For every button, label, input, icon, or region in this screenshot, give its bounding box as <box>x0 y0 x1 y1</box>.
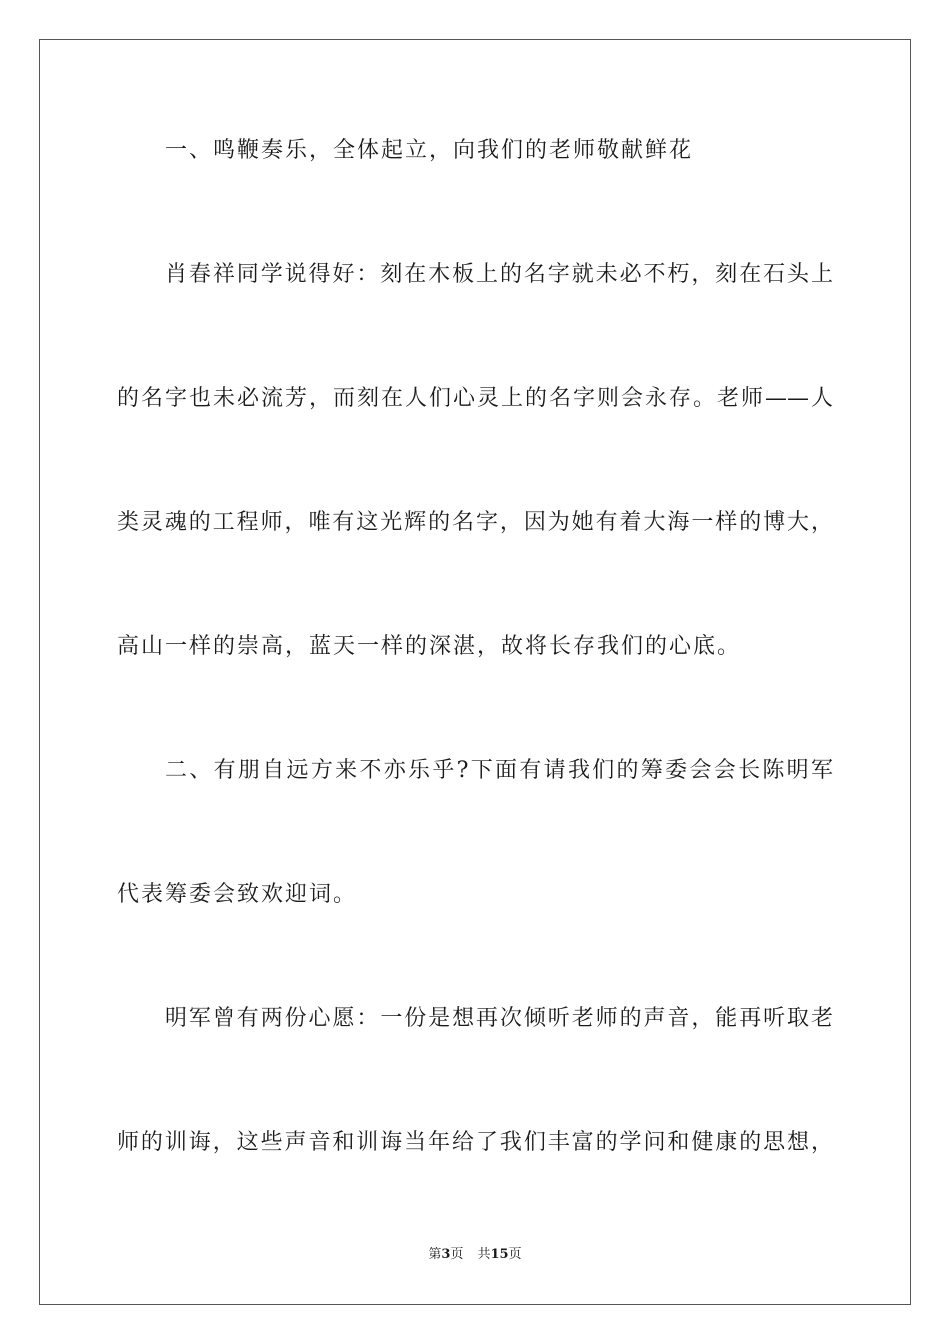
paragraph-line-9: 师的训诲，这些声音和训诲当年给了我们丰富的学问和健康的思想， <box>117 1130 833 1155</box>
paragraph-line-1: 一、鸣鞭奏乐，全体起立，向我们的老师敬献鲜花 <box>165 138 694 163</box>
page-total-prefix: 共 <box>477 1247 491 1262</box>
page-total-suffix: 页 <box>508 1247 522 1262</box>
page-number-prefix: 第 <box>428 1247 442 1262</box>
paragraph-line-6: 二、有朋自远方来不亦乐乎?下面有请我们的筹委会会长陈明军 <box>165 758 833 783</box>
paragraph-line-3: 的名字也未必流芳，而刻在人们心灵上的名字则会永存。老师——人 <box>117 386 833 411</box>
page-border <box>39 39 911 1305</box>
page-number-suffix: 页 <box>450 1247 464 1262</box>
paragraph-line-8: 明军曾有两份心愿：一份是想再次倾听老师的声音，能再听取老 <box>165 1006 833 1031</box>
paragraph-line-2: 肖春祥同学说得好：刻在木板上的名字就未必不朽，刻在石头上 <box>165 262 833 287</box>
page-footer <box>0 1246 950 1264</box>
page-total: 15 <box>490 1247 509 1262</box>
paragraph-line-5: 高山一样的崇高，蓝天一样的深湛，故将长存我们的心底。 <box>117 634 742 659</box>
page-number-current: 3 <box>441 1247 451 1262</box>
paragraph-line-4: 类灵魂的工程师，唯有这光辉的名字，因为她有着大海一样的博大， <box>117 510 833 535</box>
paragraph-line-7: 代表筹委会致欢迎词。 <box>117 882 358 907</box>
